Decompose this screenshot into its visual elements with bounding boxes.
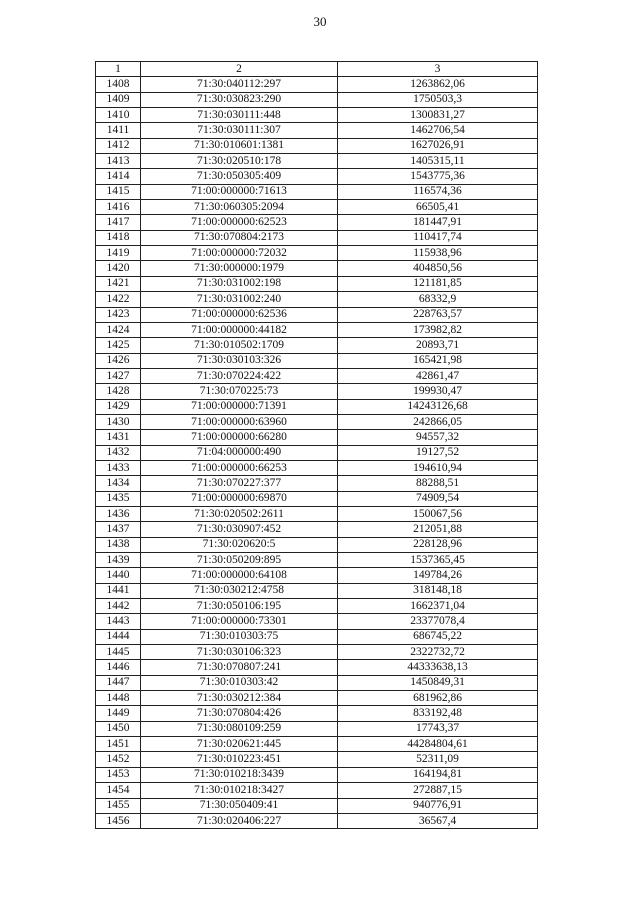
row-number-cell: 1449 [96,706,141,721]
row-number-cell: 1436 [96,506,141,521]
table-row [96,660,538,675]
row-number-cell: 1423 [96,307,141,322]
cadastral-number-cell: 71:30:010223:451 [141,752,338,767]
value-cell: 74909,54 [338,491,538,506]
table-row [96,399,538,414]
value-cell: 2322732,72 [338,645,538,660]
cadastral-number-cell: 71:30:070225:73 [141,384,338,399]
cadastral-number-cell: 71:00:000000:71613 [141,184,338,199]
cadastral-number-cell: 71:30:031002:198 [141,276,338,291]
row-number-cell: 1415 [96,184,141,199]
cadastral-number-cell: 71:30:050209:895 [141,553,338,568]
value-cell: 242866,05 [338,414,538,429]
row-number-cell: 1430 [96,414,141,429]
value-cell: 116574,36 [338,184,538,199]
cadastral-number-cell: 71:30:010218:3427 [141,783,338,798]
cadastral-number-cell: 71:00:000000:69870 [141,491,338,506]
row-number-cell: 1452 [96,752,141,767]
cadastral-number-cell: 71:30:060305:2094 [141,200,338,215]
value-cell: 164194,81 [338,767,538,782]
cadastral-number-cell: 71:00:000000:72032 [141,246,338,261]
row-number-cell: 1422 [96,292,141,307]
cadastral-number-cell: 71:30:030106:323 [141,645,338,660]
row-number-cell: 1448 [96,691,141,706]
cadastral-number-cell: 71:00:000000:63960 [141,414,338,429]
table-row [96,322,538,337]
table-row [96,568,538,583]
value-cell: 165421,98 [338,353,538,368]
cadastral-number-cell: 71:30:031002:240 [141,292,338,307]
table-row [96,721,538,736]
table-row [96,752,538,767]
row-number-cell: 1413 [96,154,141,169]
cadastral-number-cell: 71:30:070804:2173 [141,230,338,245]
data-table [95,61,538,829]
table-row [96,230,538,245]
table-row [96,675,538,690]
cadastral-number-cell: 71:30:030212:4758 [141,583,338,598]
cadastral-number-cell: 71:00:000000:71391 [141,399,338,414]
cadastral-number-cell: 71:30:010502:1709 [141,338,338,353]
row-number-cell: 1429 [96,399,141,414]
value-cell: 173982,82 [338,322,538,337]
table-row [96,813,538,828]
value-cell: 68332,9 [338,292,538,307]
row-number-cell: 1453 [96,767,141,782]
cadastral-number-cell: 71:30:010601:1381 [141,138,338,153]
table-row [96,184,538,199]
value-cell: 1405315,11 [338,154,538,169]
row-number-cell: 1438 [96,537,141,552]
value-cell: 149784,26 [338,568,538,583]
table-row [96,353,538,368]
cadastral-number-cell: 71:30:050106:195 [141,599,338,614]
row-number-cell: 1420 [96,261,141,276]
cadastral-number-cell: 71:30:030111:448 [141,108,338,123]
row-number-cell: 1433 [96,460,141,475]
table-row [96,614,538,629]
value-cell: 404850,56 [338,261,538,276]
cadastral-number-cell: 71:00:000000:66280 [141,430,338,445]
cadastral-number-cell: 71:00:000000:62523 [141,215,338,230]
value-cell: 94557,32 [338,430,538,445]
cadastral-number-cell: 71:30:080109:259 [141,721,338,736]
row-number-cell: 1408 [96,77,141,92]
table-row [96,384,538,399]
value-cell: 318148,18 [338,583,538,598]
row-number-cell: 1442 [96,599,141,614]
table-row [96,123,538,138]
value-cell: 1300831,27 [338,108,538,123]
table-row [96,138,538,153]
cadastral-number-cell: 71:30:020510:178 [141,154,338,169]
table-row [96,783,538,798]
value-cell: 1462706,54 [338,123,538,138]
value-cell: 17743,37 [338,721,538,736]
row-number-cell: 1450 [96,721,141,736]
row-number-cell: 1411 [96,123,141,138]
value-cell: 940776,91 [338,798,538,813]
table-row [96,491,538,506]
cadastral-number-cell: 71:30:010303:75 [141,629,338,644]
row-number-cell: 1427 [96,368,141,383]
table-row [96,154,538,169]
cadastral-number-cell: 71:30:070804:426 [141,706,338,721]
value-cell: 44284804,61 [338,737,538,752]
row-number-cell: 1418 [96,230,141,245]
header-col-2: 2 [141,62,338,77]
value-cell: 110417,74 [338,230,538,245]
cadastral-number-cell: 71:30:030907:452 [141,522,338,537]
row-number-cell: 1425 [96,338,141,353]
value-cell: 199930,47 [338,384,538,399]
value-cell: 1450849,31 [338,675,538,690]
table-row [96,476,538,491]
value-cell: 681962,86 [338,691,538,706]
table-row [96,200,538,215]
cadastral-number-cell: 71:30:000000:1979 [141,261,338,276]
value-cell: 228763,57 [338,307,538,322]
row-number-cell: 1426 [96,353,141,368]
row-number-cell: 1445 [96,645,141,660]
value-cell: 686745,22 [338,629,538,644]
cadastral-number-cell: 71:00:000000:64108 [141,568,338,583]
value-cell: 194610,94 [338,460,538,475]
row-number-cell: 1414 [96,169,141,184]
table-row [96,553,538,568]
table-row [96,169,538,184]
value-cell: 1627026,91 [338,138,538,153]
cadastral-number-cell: 71:30:030823:290 [141,92,338,107]
cadastral-number-cell: 71:00:000000:73301 [141,614,338,629]
value-cell: 115938,96 [338,246,538,261]
row-number-cell: 1432 [96,445,141,460]
row-number-cell: 1434 [96,476,141,491]
value-cell: 14243126,68 [338,399,538,414]
cadastral-number-cell: 71:30:020406:227 [141,813,338,828]
value-cell: 42861,47 [338,368,538,383]
row-number-cell: 1421 [96,276,141,291]
cadastral-number-cell: 71:30:020621:445 [141,737,338,752]
row-number-cell: 1428 [96,384,141,399]
value-cell: 1263862,06 [338,77,538,92]
table-row [96,77,538,92]
cadastral-number-cell: 71:30:030103:326 [141,353,338,368]
cadastral-number-cell: 71:30:020502:2611 [141,506,338,521]
page-number: 30 [313,14,327,29]
table-row [96,307,538,322]
cadastral-number-cell: 71:30:010303:42 [141,675,338,690]
table-row [96,691,538,706]
cadastral-number-cell: 71:04:000000:490 [141,445,338,460]
table-row [96,92,538,107]
table-row [96,338,538,353]
row-number-cell: 1439 [96,553,141,568]
value-cell: 150067,56 [338,506,538,521]
table-row [96,798,538,813]
row-number-cell: 1447 [96,675,141,690]
value-cell: 1750503,3 [338,92,538,107]
table-row [96,537,538,552]
cadastral-number-cell: 71:30:050305:409 [141,169,338,184]
cadastral-number-cell: 71:30:070227:377 [141,476,338,491]
header-col-1: 1 [96,62,141,77]
table-row [96,737,538,752]
cadastral-number-cell: 71:30:050409:41 [141,798,338,813]
row-number-cell: 1412 [96,138,141,153]
cadastral-number-cell: 71:30:020620:5 [141,537,338,552]
cadastral-number-cell: 71:00:000000:62536 [141,307,338,322]
table-header-row [96,62,538,77]
row-number-cell: 1441 [96,583,141,598]
row-number-cell: 1443 [96,614,141,629]
value-cell: 19127,52 [338,445,538,460]
value-cell: 1543775,36 [338,169,538,184]
value-cell: 36567,4 [338,813,538,828]
cadastral-number-cell: 71:30:030111:307 [141,123,338,138]
table-row [96,506,538,521]
row-number-cell: 1440 [96,568,141,583]
table-row [96,583,538,598]
row-number-cell: 1455 [96,798,141,813]
value-cell: 1537365,45 [338,553,538,568]
value-cell: 23377078,4 [338,614,538,629]
value-cell: 20893,71 [338,338,538,353]
cadastral-number-cell: 71:30:070807:241 [141,660,338,675]
cadastral-number-cell: 71:00:000000:44182 [141,322,338,337]
value-cell: 181447,91 [338,215,538,230]
table-row [96,522,538,537]
value-cell: 66505,41 [338,200,538,215]
value-cell: 272887,15 [338,783,538,798]
cadastral-number-cell: 71:30:010218:3439 [141,767,338,782]
cadastral-number-cell: 71:30:030212:384 [141,691,338,706]
value-cell: 88288,51 [338,476,538,491]
cadastral-number-cell: 71:30:070224:422 [141,368,338,383]
table-row [96,215,538,230]
value-cell: 52311,09 [338,752,538,767]
table-row [96,292,538,307]
row-number-cell: 1435 [96,491,141,506]
value-cell: 44333638,13 [338,660,538,675]
table-row [96,645,538,660]
table-row [96,276,538,291]
row-number-cell: 1456 [96,813,141,828]
table-row [96,261,538,276]
value-cell: 228128,96 [338,537,538,552]
row-number-cell: 1431 [96,430,141,445]
row-number-cell: 1417 [96,215,141,230]
row-number-cell: 1419 [96,246,141,261]
row-number-cell: 1437 [96,522,141,537]
table-row [96,430,538,445]
table-row [96,629,538,644]
row-number-cell: 1416 [96,200,141,215]
table-row [96,108,538,123]
value-cell: 121181,85 [338,276,538,291]
cadastral-number-cell: 71:30:040112:297 [141,77,338,92]
table-row [96,599,538,614]
table-row [96,414,538,429]
value-cell: 833192,48 [338,706,538,721]
row-number-cell: 1424 [96,322,141,337]
table-row [96,706,538,721]
table-row [96,767,538,782]
value-cell: 212051,88 [338,522,538,537]
row-number-cell: 1454 [96,783,141,798]
row-number-cell: 1444 [96,629,141,644]
row-number-cell: 1409 [96,92,141,107]
cadastral-number-cell: 71:00:000000:66253 [141,460,338,475]
header-col-3: 3 [338,62,538,77]
table-row [96,445,538,460]
row-number-cell: 1410 [96,108,141,123]
table-row [96,368,538,383]
row-number-cell: 1451 [96,737,141,752]
table-row [96,246,538,261]
table-row [96,460,538,475]
table-body [96,77,538,829]
row-number-cell: 1446 [96,660,141,675]
value-cell: 1662371,04 [338,599,538,614]
